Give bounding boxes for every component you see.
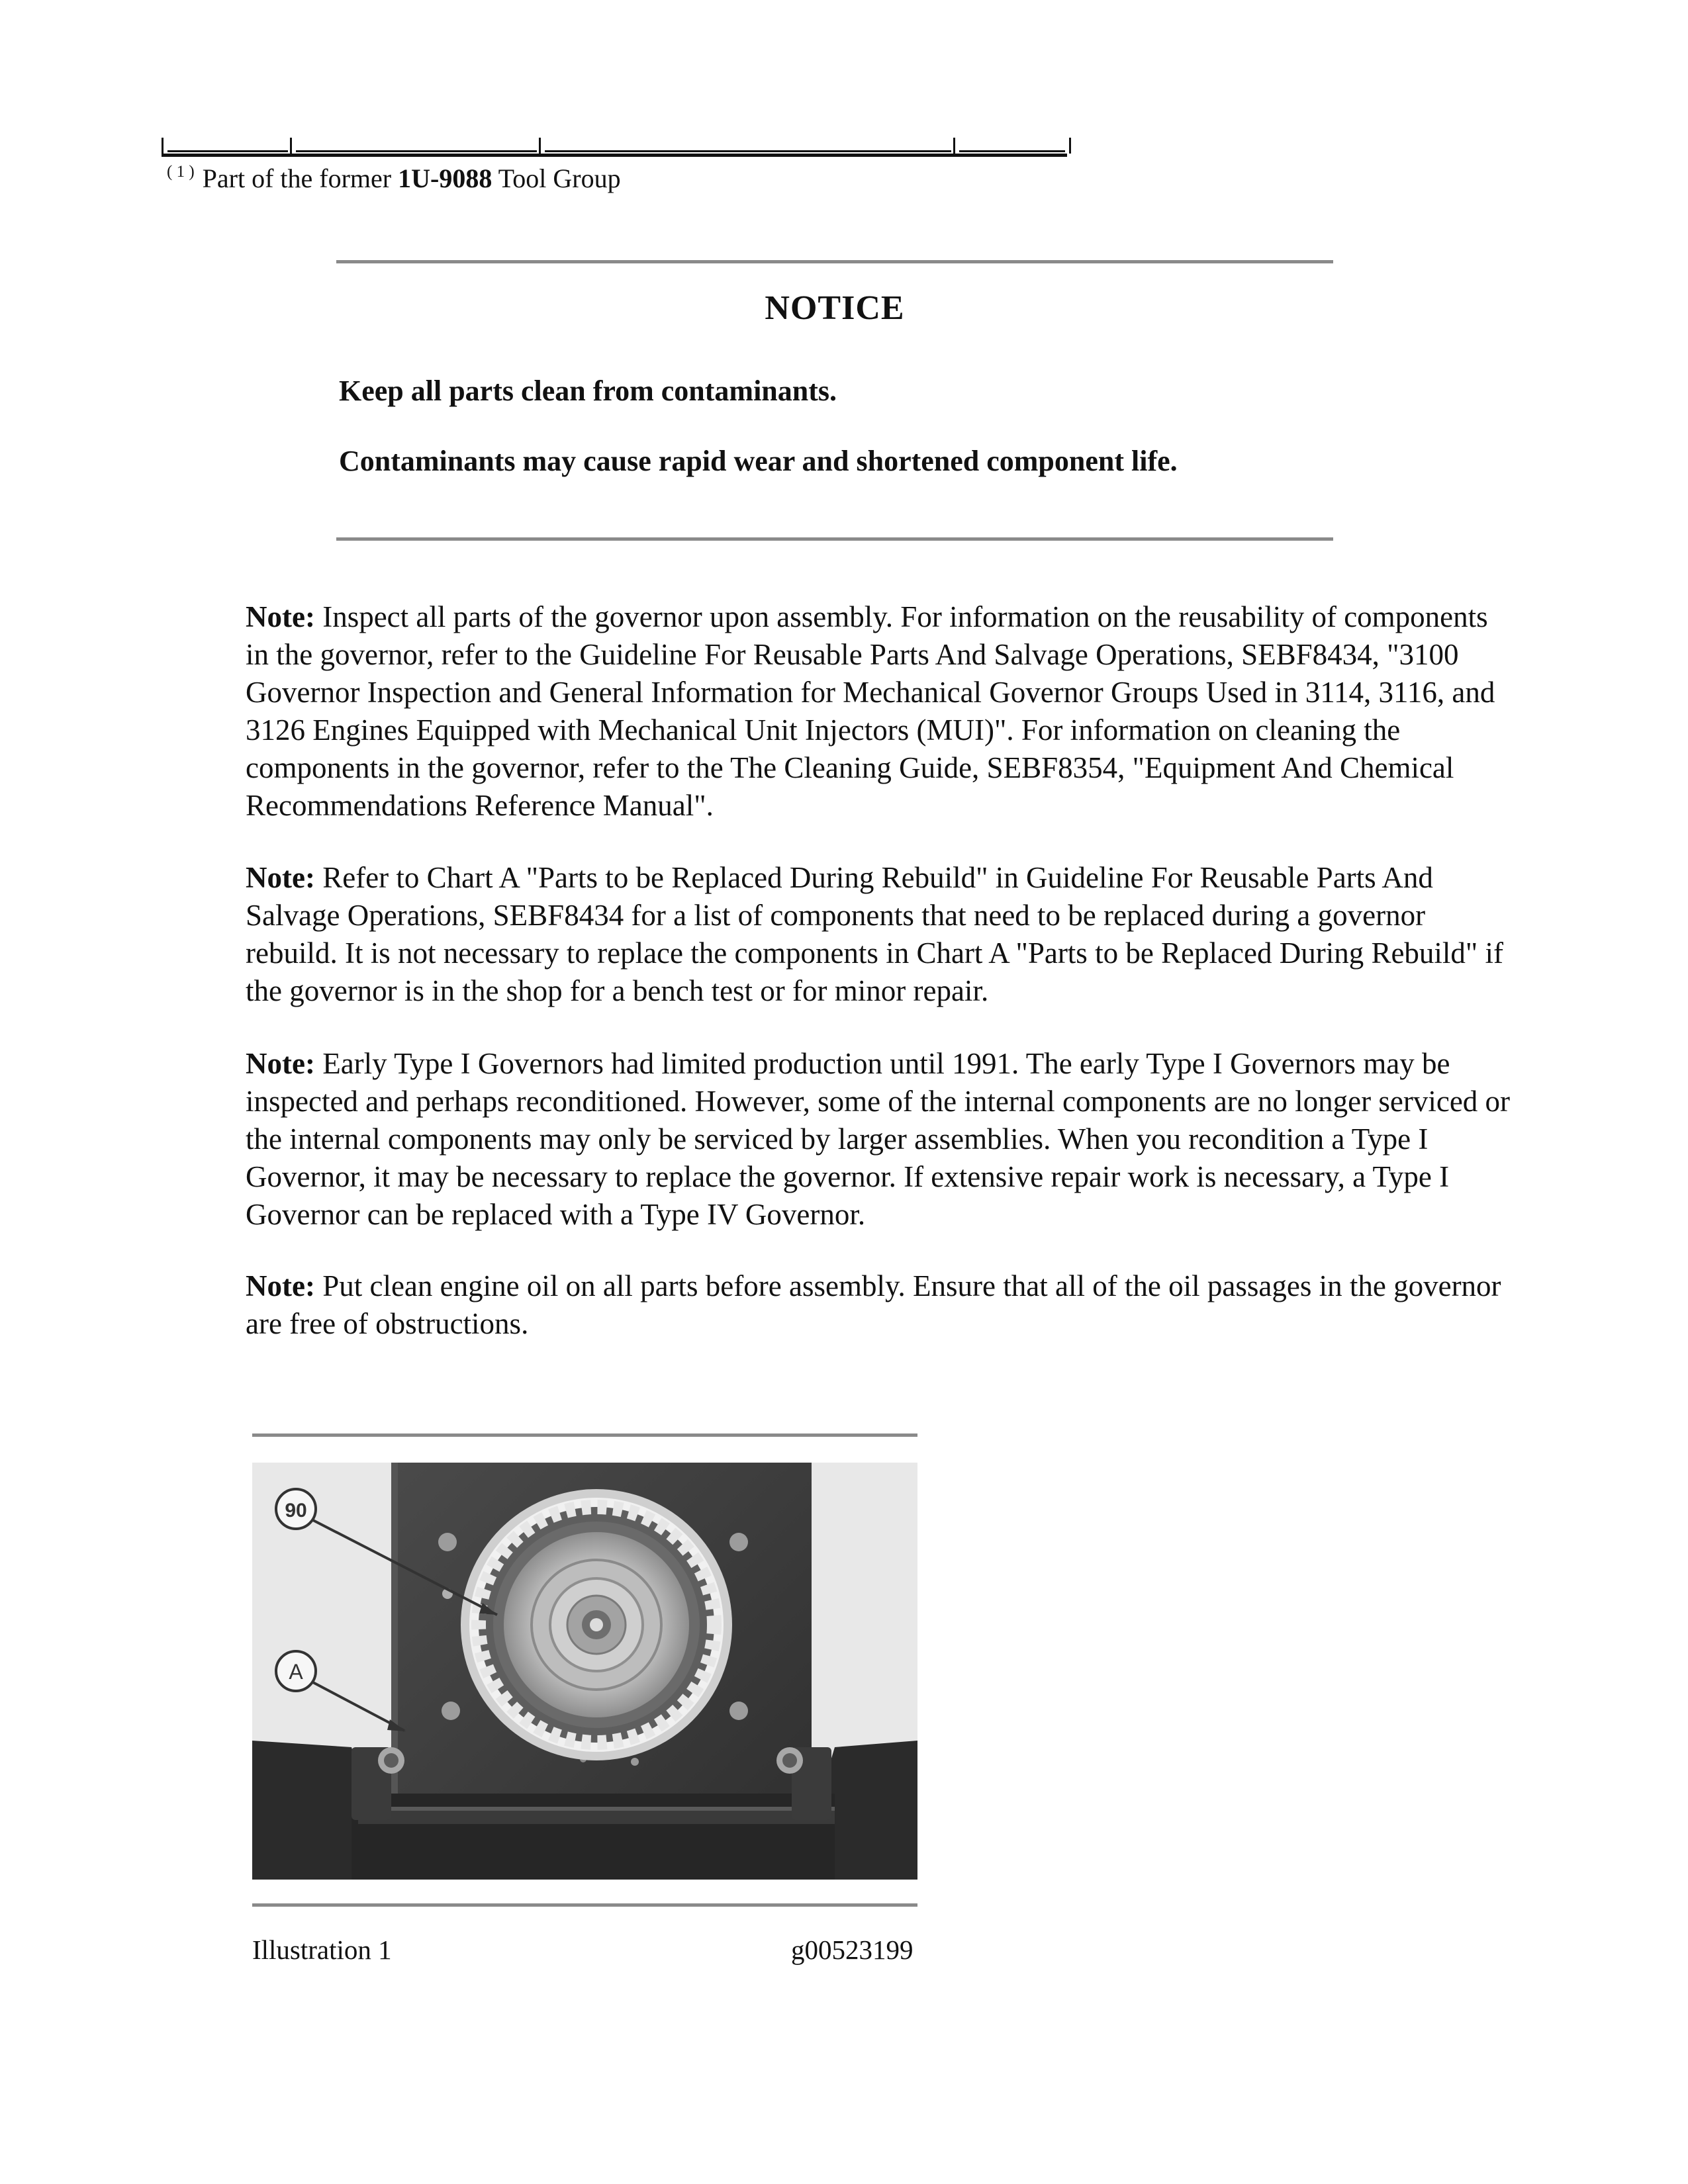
figure-bottom-rule — [252, 1903, 917, 1907]
note-text: Inspect all parts of the governor upon assembly. For information on the reusability of components in the governor, refer to the Guideline For Reusable Parts And Salvage Operations, SEBF8434, "3100 Governor Inspection and General Information for Mechanical Governor Groups Used in 3114, 3116, and 3126 Engines Equipped with Mechanical Unit Injectors (MUI)". For information on cleaning the components in the governor, refer to the The Cleaning Guide, SEBF8354, "Equipment And Chemical Recommendations Reference Manual". — [246, 600, 1495, 822]
note-label: Note: — [246, 600, 315, 633]
footnote-text-after: Tool Group — [498, 163, 621, 193]
notice-line: Keep all parts clean from contaminants. — [339, 375, 837, 407]
governor-illustration — [252, 1463, 917, 1880]
note-label: Note: — [246, 1269, 315, 1302]
note-text: Refer to Chart A "Parts to be Replaced During Rebuild" in Guideline For Reusable Parts And Salvage Operations, SEBF8434 for a list of components that need to be replaced during a governor rebuild. It is not necessary to replace the components in Chart A "Parts to be Replaced During Rebuild" if the governor is in the shop for a bench test or for minor repair. — [246, 861, 1504, 1007]
footnote-text-before: Part of the former — [202, 163, 392, 193]
footnote — [167, 163, 621, 194]
notice-title: NOTICE — [765, 289, 905, 327]
notice-top-rule — [336, 260, 1333, 263]
figure-caption-code: g00523199 — [791, 1934, 914, 1965]
note-label: Note: — [246, 1047, 315, 1080]
notice-line: Contaminants may cause rapid wear and shortened component life. — [339, 445, 1178, 477]
table-remnant — [162, 138, 1067, 157]
callout-90: 90 — [285, 1500, 307, 1522]
note-text: Put clean engine oil on all parts before assembly. Ensure that all of the oil passages in the governor are free of obstructions. — [246, 1269, 1501, 1340]
figure-caption-label: Illustration 1 — [252, 1934, 392, 1965]
footnote-part-number: 1U-9088 — [398, 163, 492, 193]
callout-a: A — [289, 1660, 303, 1684]
figure-top-rule — [252, 1433, 917, 1437]
notice-bottom-rule — [336, 537, 1333, 541]
note-paragraph — [246, 859, 1517, 1010]
note-text: Early Type I Governors had limited production until 1991. The early Type I Governors may be inspected and perhaps reconditioned. However, some of the internal components are no longer serviced or the internal components may only be serviced by larger assemblies. When you recondition a Type I Governor, it may be necessary to replace the governor. If extensive repair work is necessary, a Type I Governor can be replaced with a Type IV Governor. — [246, 1047, 1511, 1231]
note-paragraph — [246, 1045, 1517, 1234]
note-paragraph — [246, 1267, 1517, 1343]
note-label: Note: — [246, 861, 315, 894]
note-paragraph — [246, 598, 1517, 825]
footnote-marker: ( 1 ) — [167, 163, 195, 181]
